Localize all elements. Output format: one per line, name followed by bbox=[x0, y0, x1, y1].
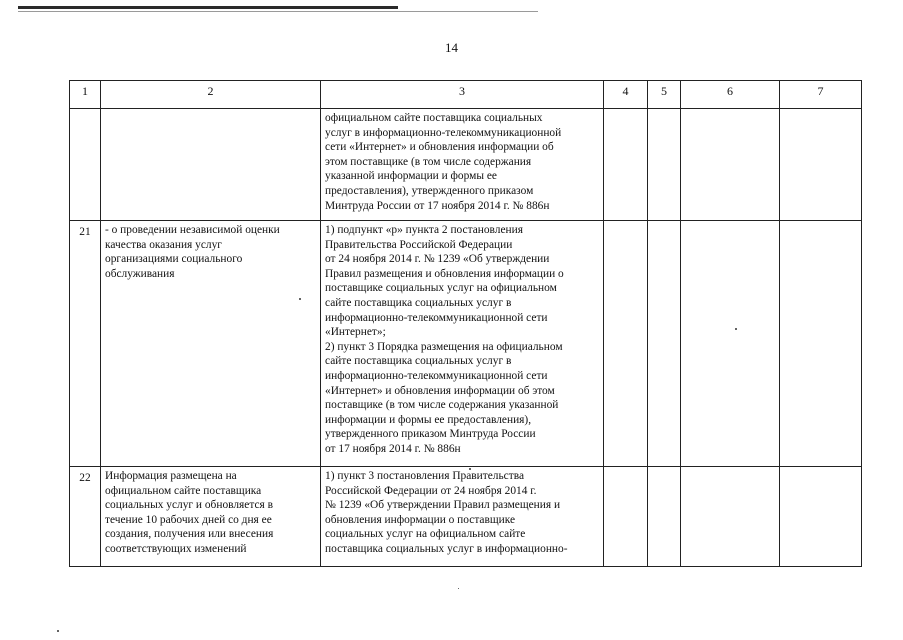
header-col-4: 4 bbox=[604, 81, 648, 109]
legal-basis-cell: 1) подпункт «р» пункта 2 постановления Правительства Российской Федерации от 24 ноября 2014 г. № 1239 «Об утверждении Правил размещения и обновления информации о поставщике социальных услуг на официальном сайте поставщика социальных услуг в информационно-телекоммуникационной сети «Интернет»; 2) пункт 3 Порядка размещения на официальном сайте поставщика социальных услуг в информационно-телекоммуникационной сети «Интернет» и обновления информации об этом поставщике (в том числе содержания указанной информации и формы ее предоставления), утвержденного приказом Минтруда России от 17 ноября 2014 г. № 886н bbox=[321, 221, 604, 467]
table-row bbox=[70, 467, 862, 567]
empty-cell bbox=[780, 467, 862, 567]
row-number: 22 bbox=[70, 467, 101, 567]
table-row bbox=[70, 109, 862, 221]
legal-basis-cell: официальном сайте поставщика социальных услуг в информационно-телекоммуникационной сети «Интернет» и обновления информации об этом поставщике (в том числе содержания указанной информации и формы ее предоставления), утвержденного приказом Минтруда России от 17 ноября 2014 г. № 886н bbox=[321, 109, 604, 221]
empty-cell bbox=[604, 109, 648, 221]
scan-speck bbox=[458, 588, 459, 589]
empty-cell bbox=[681, 467, 780, 567]
table-row bbox=[70, 221, 862, 467]
empty-cell bbox=[648, 467, 681, 567]
header-col-5: 5 bbox=[648, 81, 681, 109]
row-number: 21 bbox=[70, 221, 101, 467]
requirements-table bbox=[69, 80, 862, 567]
header-col-2: 2 bbox=[101, 81, 321, 109]
table-header-row bbox=[70, 81, 862, 109]
header-col-1: 1 bbox=[70, 81, 101, 109]
header-col-3: 3 bbox=[321, 81, 604, 109]
empty-cell bbox=[681, 109, 780, 221]
empty-cell bbox=[681, 221, 780, 467]
indicator-cell bbox=[101, 109, 321, 221]
indicator-cell: - о проведении независимой оценки качества оказания услуг организациями социального обслуживания bbox=[101, 221, 321, 467]
scan-speck bbox=[469, 468, 471, 470]
empty-cell bbox=[780, 221, 862, 467]
empty-cell bbox=[604, 221, 648, 467]
empty-cell bbox=[604, 467, 648, 567]
scan-top-rule bbox=[18, 6, 398, 9]
empty-cell bbox=[648, 221, 681, 467]
row-number bbox=[70, 109, 101, 221]
header-col-7: 7 bbox=[780, 81, 862, 109]
empty-cell bbox=[648, 109, 681, 221]
scan-speck bbox=[735, 328, 737, 330]
legal-basis-cell: 1) пункт 3 постановления Правительства Российской Федерации от 24 ноября 2014 г. № 1239 «Об утверждении Правил размещения и обновления информации о поставщике социальных услуг на официальном сайте поставщика социальных услуг в информационно- bbox=[321, 467, 604, 567]
empty-cell bbox=[780, 109, 862, 221]
scan-speck bbox=[299, 298, 301, 300]
indicator-cell: Информация размещена на официальном сайте поставщика социальных услуг и обновляется в течение 10 рабочих дней со дня ее создания, получения или внесения соответствующих изменений bbox=[101, 467, 321, 567]
scan-top-rule-thin bbox=[18, 11, 538, 12]
scan-speck bbox=[57, 630, 59, 632]
header-col-6: 6 bbox=[681, 81, 780, 109]
page-number: 14 bbox=[445, 40, 458, 55]
